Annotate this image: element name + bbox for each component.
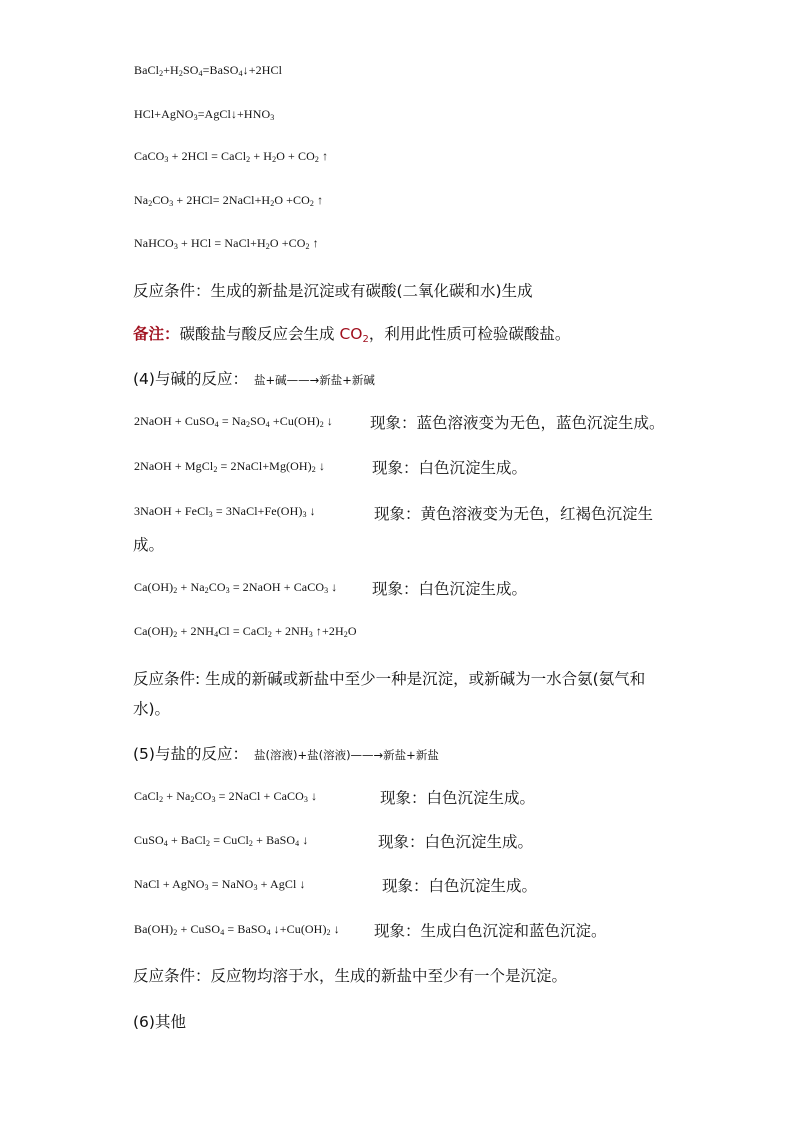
eq-text: ↑	[319, 149, 329, 163]
phenomenon-3: 现象：黄色溶液变为无色，红褐色沉淀生	[374, 505, 654, 523]
eq-sub: 4	[220, 928, 225, 937]
note-text: ，利用此性质可检验碳酸盐。	[368, 325, 571, 343]
eq-sub: 3	[303, 795, 309, 804]
eq-text: SO	[250, 414, 266, 428]
note-text: 碳酸盐与酸反应会生成	[179, 325, 340, 343]
eq-text: ↑	[314, 193, 324, 207]
eq-sub: 4	[266, 928, 271, 937]
eq-text: =AgCl↓+HNO	[197, 107, 271, 121]
section-5-heading	[133, 742, 439, 764]
eq-sub: 2	[173, 586, 178, 595]
salt-reaction-1	[134, 789, 317, 804]
base-reaction-4	[134, 580, 337, 595]
eq-text: HCl+AgNO	[134, 107, 194, 121]
eq-text: CO	[194, 789, 212, 803]
eq-sub: 2	[305, 242, 310, 251]
eq-text: ↓	[306, 504, 316, 518]
eq-text: Cl = CaCl	[218, 624, 268, 638]
eq-text: + BaSO	[253, 833, 296, 847]
eq-sub: 3	[253, 883, 258, 892]
eq-text: + Na	[163, 789, 191, 803]
eq-sub: 2	[213, 465, 218, 474]
eq-text: + 2NH	[177, 624, 215, 638]
eq-sub: 2	[326, 928, 331, 937]
eq-sub: 2	[159, 795, 164, 804]
eq-text: CaCO	[134, 149, 165, 163]
eq-sub: 3	[173, 242, 178, 251]
equation-bacl2-h2so4	[134, 63, 282, 78]
section-6-title: (6)其他	[133, 1013, 186, 1031]
eq-text: ↓	[330, 922, 340, 936]
eq-text: CuSO	[134, 833, 164, 847]
eq-sub: 2	[190, 795, 195, 804]
eq-text: ↓	[315, 459, 326, 473]
eq-text: ↓+Cu(OH)	[270, 922, 327, 936]
eq-sub: 2	[272, 155, 277, 164]
eq-sub: 4	[163, 839, 168, 848]
reaction-condition-base-line2: 水)。	[133, 700, 171, 718]
eq-sub: 2	[319, 420, 324, 429]
eq-text: + 2NH	[271, 624, 309, 638]
base-reaction-5	[134, 624, 357, 639]
section-4-heading	[133, 367, 375, 389]
salt-reaction-4	[134, 922, 340, 937]
section-5-formula: 盐(溶液)+盐(溶液)——→新盐+新盐	[253, 748, 439, 762]
eq-text: = 2NaOH + CaCO	[229, 580, 325, 594]
eq-sub: 4	[198, 69, 203, 78]
eq-text: = 2NaCl+Mg(OH)	[217, 459, 312, 473]
eq-text: ↑+2H	[312, 624, 344, 638]
eq-sub: 3	[193, 113, 198, 122]
eq-text: CO	[152, 193, 170, 207]
salt-reaction-3	[134, 877, 306, 892]
note-label: 备注：	[133, 325, 180, 343]
eq-sub: 3	[169, 199, 174, 208]
eq-text: ↓	[299, 833, 309, 847]
eq-text: CaCl	[134, 789, 160, 803]
eq-text: = CuCl	[210, 833, 249, 847]
salt-phenomenon-3: 现象：白色沉淀生成。	[382, 877, 538, 895]
eq-text: = BaSO	[224, 922, 267, 936]
eq-text: + H	[250, 149, 273, 163]
eq-sub: 2	[314, 155, 320, 164]
eq-sub: 4	[214, 630, 219, 639]
phenomenon-3-continued: 成。	[133, 536, 165, 554]
eq-sub: 4	[265, 420, 270, 429]
eq-sub: 3	[211, 795, 216, 804]
eq-sub: 3	[164, 155, 169, 164]
equation-nahco3-hcl	[134, 236, 319, 251]
equation-caco3-hcl	[134, 149, 328, 164]
salt-phenomenon-2: 现象：白色沉淀生成。	[378, 833, 534, 851]
eq-sub: 2	[267, 630, 272, 639]
phenomenon-2: 现象：白色沉淀生成。	[372, 459, 528, 477]
note-co2: CO	[339, 325, 363, 343]
salt-phenomenon-4: 现象：生成白色沉淀和蓝色沉淀。	[374, 922, 607, 940]
eq-text: NaHCO	[134, 236, 174, 250]
base-reaction-2	[134, 459, 325, 474]
eq-text: + AgCl ↓	[257, 877, 306, 891]
eq-sub: 4	[214, 420, 219, 429]
reaction-condition-base-line1: 反应条件: 生成的新碱或新盐中至少一种是沉淀，或新碱为一水合氨(氨气和	[133, 670, 646, 688]
phenomenon-1: 现象：蓝色溶液变为无色，蓝色沉淀生成。	[370, 414, 665, 432]
eq-sub: 2	[204, 586, 209, 595]
eq-sub: 2	[173, 928, 178, 937]
eq-sub: 4	[238, 69, 243, 78]
eq-text: Ca(OH)	[134, 580, 174, 594]
eq-text: = 2NaCl + CaCO	[215, 789, 304, 803]
eq-text: 3NaOH + FeCl	[134, 504, 209, 518]
section-4-title: (4)与碱的反应：	[133, 370, 248, 388]
section-5-title: (5)与盐的反应：	[133, 745, 248, 763]
eq-text: O + CO	[276, 149, 315, 163]
eq-sub: 3	[324, 586, 329, 595]
eq-sub: 4	[295, 839, 300, 848]
eq-sub: 2	[178, 69, 183, 78]
eq-sub: 2	[148, 199, 153, 208]
eq-text: +Cu(OH)	[269, 414, 320, 428]
base-reaction-3	[134, 504, 316, 519]
eq-text: BaCl	[134, 63, 160, 77]
eq-text: O +CO	[269, 236, 306, 250]
eq-text: =BaSO	[202, 63, 239, 77]
eq-text: + 2HCl= 2NaCl+H	[173, 193, 271, 207]
eq-text: Na	[134, 193, 149, 207]
eq-sub: 3	[308, 630, 313, 639]
eq-text: +H	[163, 63, 179, 77]
eq-text: SO	[182, 63, 199, 77]
eq-text: ↓	[308, 789, 318, 803]
eq-sub: 2	[206, 839, 211, 848]
eq-sub: 3	[270, 113, 275, 122]
eq-sub: 3	[225, 586, 230, 595]
salt-phenomenon-1: 现象：白色沉淀生成。	[380, 789, 536, 807]
eq-text: = 3NaCl+Fe(OH)	[212, 504, 303, 518]
base-reaction-1	[134, 414, 333, 429]
eq-text: = Na	[218, 414, 247, 428]
eq-text: O +CO	[274, 193, 310, 207]
eq-text: = NaNO	[208, 877, 254, 891]
eq-text: Ca(OH)	[134, 624, 174, 638]
eq-sub: 2	[343, 630, 348, 639]
eq-sub: 2	[248, 839, 254, 848]
eq-text: 2NaOH + CuSO	[134, 414, 215, 428]
eq-sub: 2	[159, 69, 164, 78]
eq-sub: 2	[173, 630, 178, 639]
phenomenon-4: 现象：白色沉淀生成。	[372, 580, 528, 598]
eq-sub: 2	[309, 199, 315, 208]
eq-sub: 3	[204, 883, 209, 892]
note-carbonate	[133, 322, 570, 344]
eq-sub: 2	[265, 242, 270, 251]
eq-text: NaCl + AgNO	[134, 877, 205, 891]
eq-sub: 3	[208, 510, 213, 519]
eq-text: ↓+2HCl	[242, 63, 283, 77]
eq-sub: 2	[246, 155, 251, 164]
eq-text: Ba(OH)	[134, 922, 174, 936]
reaction-condition-salt: 反应条件：反应物均溶于水，生成的新盐中至少有一个是沉淀。	[133, 967, 568, 985]
equation-hcl-agno3	[134, 107, 274, 122]
equation-na2co3-hcl	[134, 193, 323, 208]
eq-text: ↓	[323, 414, 333, 428]
eq-text: ↑	[309, 236, 319, 250]
eq-text: ↓	[328, 580, 338, 594]
eq-text: 2NaOH + MgCl	[134, 459, 214, 473]
eq-sub: 3	[302, 510, 307, 519]
eq-text: O	[347, 624, 357, 638]
eq-text: + Na	[177, 580, 205, 594]
eq-text: + HCl = NaCl+H	[177, 236, 266, 250]
eq-text: + BaCl	[167, 833, 206, 847]
salt-reaction-2	[134, 833, 308, 848]
eq-sub: 2	[270, 199, 275, 208]
eq-text: + CuSO	[177, 922, 221, 936]
eq-sub: 2	[311, 465, 316, 474]
section-4-formula: 盐+碱——→新盐+新碱	[253, 373, 375, 387]
eq-text: CO	[208, 580, 226, 594]
eq-sub: 2	[246, 420, 251, 429]
note-co2-sub: 2	[362, 334, 369, 345]
eq-text: + 2HCl = CaCl	[168, 149, 247, 163]
reaction-condition-acid: 反应条件：生成的新盐是沉淀或有碳酸(二氧化碳和水)生成	[133, 282, 533, 300]
